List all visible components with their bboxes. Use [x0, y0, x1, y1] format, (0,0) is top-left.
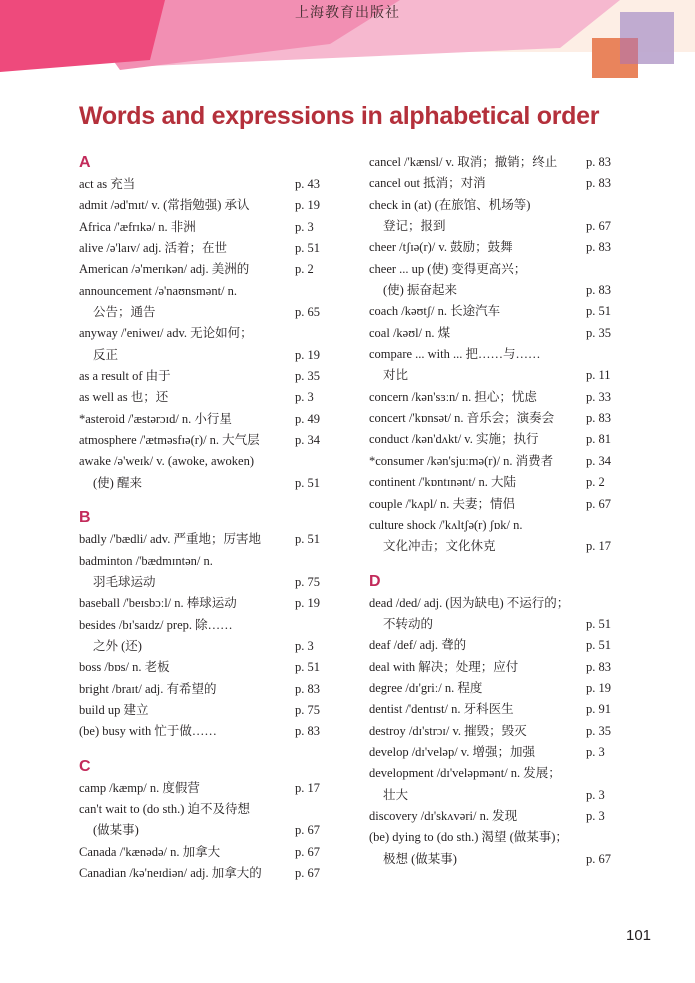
word-entry-text: compare ... with ... 把……与……: [369, 347, 541, 362]
section-letter-c: C: [79, 757, 91, 775]
word-entry-text: *consumer /kən'sjuːmə(r)/ n. 消费者: [369, 453, 554, 468]
word-entry-text: Africa /'æfrɪkə/ n. 非洲: [79, 219, 196, 234]
word-entry-text: 公告；通告: [93, 305, 156, 320]
word-entry-text: alive /ə'laɪv/ adj. 活着；在世: [79, 241, 228, 256]
word-entry-page: p. 49: [295, 411, 320, 426]
word-entry: [369, 195, 617, 216]
word-entry: [369, 593, 617, 614]
section-gap: [79, 494, 325, 507]
word-entry: [79, 345, 325, 366]
word-entry-text: cheer /tʃɪə(r)/ v. 鼓励；鼓舞: [369, 240, 513, 255]
word-entry: [79, 820, 325, 841]
word-entry-text: continent /'kɒntɪnənt/ n. 大陆: [369, 475, 516, 490]
word-entry: [369, 152, 617, 173]
word-entry-text: 之外 (还): [93, 638, 142, 653]
word-entry-page: p. 51: [295, 660, 320, 675]
word-entry-page: p. 83: [295, 724, 320, 739]
word-entry-page: p. 83: [586, 283, 611, 298]
page-number: 101: [626, 927, 652, 944]
word-entry: [369, 387, 617, 408]
word-entry-text: check in (at) (在旅馆、机场等): [369, 197, 531, 212]
word-entry-text: degree /dɪ'griː/ n. 程度: [369, 680, 483, 695]
section-letter-b: B: [79, 509, 91, 527]
word-entry: [369, 536, 617, 557]
word-entry: [369, 344, 617, 365]
word-entry: [79, 366, 325, 387]
word-entry: [369, 849, 617, 870]
word-entry: [369, 678, 617, 699]
word-entry: [369, 173, 617, 194]
word-entry-page: p. 67: [295, 823, 320, 838]
word-entry: [369, 635, 617, 656]
word-entry: [79, 778, 325, 799]
word-entry-text: 对比: [383, 368, 409, 383]
word-entry: [369, 365, 617, 386]
word-entry-text: dentist /'dentɪst/ n. 牙科医生: [369, 702, 514, 717]
word-entry-page: p. 67: [586, 496, 611, 511]
word-entry-page: p. 11: [586, 368, 611, 383]
word-entry-text: couple /'kʌpl/ n. 夫妻；情侣: [369, 496, 515, 511]
word-entry-text: boss /bɒs/ n. 老板: [79, 660, 170, 675]
word-entry: [79, 700, 325, 721]
word-entry-text: 羽毛球运动: [93, 574, 156, 589]
word-entry-text: 反正: [93, 347, 119, 362]
word-entry: [369, 494, 617, 515]
word-entry-text: 壮大: [383, 787, 409, 802]
word-entry-page: p. 83: [586, 240, 611, 255]
word-entry: [79, 842, 325, 863]
word-entry: [79, 721, 325, 742]
word-entry-page: p. 3: [586, 744, 605, 759]
word-entry-page: p. 3: [295, 390, 314, 405]
word-entry-text: concern /kən'sɜːn/ n. 担心；忧虑: [369, 389, 537, 404]
word-entry: [79, 863, 325, 884]
word-entry-page: p. 19: [295, 596, 320, 611]
word-entry: [369, 763, 617, 784]
word-entry-text: deal with 解决；处理；应付: [369, 659, 519, 674]
word-entry-text: conduct /kən'dʌkt/ v. 实施；执行: [369, 432, 539, 447]
word-entry-page: p. 75: [295, 574, 320, 589]
word-entry-text: admit /əd'mɪt/ v. (常指勉强) 承认: [79, 198, 250, 213]
word-entry-text: American /ə'merɪkən/ adj. 美洲的: [79, 262, 250, 277]
word-entry-page: p. 19: [586, 680, 611, 695]
word-entry: [369, 657, 617, 678]
word-entry-text: coal /kəʊl/ n. 煤: [369, 325, 451, 340]
word-entry-text: baseball /'beɪsbɔːl/ n. 棒球运动: [79, 596, 237, 611]
word-entry: [369, 429, 617, 450]
word-entry-text: (使) 振奋起来: [383, 283, 457, 298]
publisher-name: 上海教育出版社: [295, 5, 400, 21]
word-entry-page: p. 2: [586, 475, 605, 490]
word-entry: [79, 551, 325, 572]
word-entry-text: discovery /dɪ'skʌvəri/ n. 发现: [369, 808, 518, 823]
word-entry-page: p. 3: [295, 219, 314, 234]
word-entry: [79, 387, 325, 408]
word-entry-page: p. 83: [295, 681, 320, 696]
word-entry: [79, 302, 325, 323]
word-entry: [79, 657, 325, 678]
word-entry-text: (使) 醒来: [93, 475, 142, 490]
word-entry: [369, 451, 617, 472]
word-entry-page: p. 67: [586, 219, 611, 234]
word-entry-page: p. 51: [586, 616, 611, 631]
word-entry: [369, 827, 617, 848]
word-entry-text: atmosphere /'ætməsfɪə(r)/ n. 大气层: [79, 433, 260, 448]
word-entry-text: anyway /'eniweɪ/ adv. 无论如何；: [79, 326, 253, 341]
word-entry-page: p. 34: [295, 433, 320, 448]
word-entry-text: cheer ... up (使) 变得更高兴；: [369, 261, 527, 276]
page-title: Words and expressions in alphabetical order: [79, 102, 600, 130]
word-entry: [79, 593, 325, 614]
word-list-right-column: [369, 152, 617, 870]
word-entry-text: act as 充当: [79, 177, 136, 191]
word-entry-page: p. 67: [586, 851, 611, 866]
word-entry-page: p. 17: [586, 539, 611, 554]
word-entry: [79, 679, 325, 700]
word-entry: [369, 301, 617, 322]
word-entry: [79, 174, 325, 195]
word-entry-text: 极想 (做某事): [383, 851, 457, 866]
word-entry: [79, 281, 325, 302]
word-entry-page: p. 51: [295, 475, 320, 490]
word-entry-page: p. 51: [586, 638, 611, 653]
word-entry-page: p. 35: [586, 325, 611, 340]
word-entry-page: p. 83: [586, 176, 611, 191]
word-entry-page: p. 35: [295, 369, 320, 384]
word-entry: [369, 472, 617, 493]
word-entry-page: p. 67: [295, 844, 320, 859]
word-entry-page: p. 67: [295, 865, 320, 880]
word-entry-text: development /dɪ'veləpmənt/ n. 发展；: [369, 766, 561, 781]
word-entry: [369, 216, 617, 237]
word-entry-text: (做某事): [93, 823, 139, 838]
word-entry-page: p. 2: [295, 262, 314, 277]
word-entry: [79, 323, 325, 344]
word-entry-text: besides /bɪ'saɪdz/ prep. 除……: [79, 617, 233, 632]
word-entry: [369, 614, 617, 635]
word-entry-text: deaf /def/ adj. 聋的: [369, 638, 467, 653]
word-entry-text: Canada /'kænədə/ n. 加拿大: [79, 844, 221, 859]
word-entry: [79, 529, 325, 550]
header-overlap-block: [620, 38, 638, 64]
word-entry-page: p. 3: [295, 638, 314, 653]
word-entry: [79, 259, 325, 280]
word-entry-text: coach /kəʊtʃ/ n. 长途汽车: [369, 304, 501, 319]
section-gap: [369, 558, 617, 571]
word-entry-page: p. 83: [586, 411, 611, 426]
word-entry: [369, 699, 617, 720]
word-entry: [369, 515, 617, 536]
word-entry-page: p. 19: [295, 347, 320, 362]
word-entry-page: p. 3: [586, 808, 605, 823]
word-entry-text: badly /'bædli/ adv. 严重地；厉害地: [79, 532, 261, 547]
word-entry-text: 文化冲击；文化休克: [383, 539, 496, 554]
word-entry-text: announcement /ə'naʊnsmənt/ n.: [79, 283, 238, 298]
word-entry: [79, 615, 325, 636]
word-entry: [79, 217, 325, 238]
word-entry-text: cancel /'kænsl/ v. 取消；撤销；终止: [369, 155, 558, 169]
word-entry-page: p. 51: [295, 241, 320, 256]
word-entry-page: p. 91: [586, 702, 611, 717]
word-entry-page: p. 19: [295, 198, 320, 213]
word-entry: [369, 721, 617, 742]
word-entry-text: 不转动的: [383, 616, 434, 631]
word-entry-text: cancel out 抵消；对消: [369, 176, 486, 191]
word-entry-text: badminton /'bædmɪntən/ n.: [79, 553, 213, 568]
word-list-left-column: [79, 152, 325, 884]
word-entry-text: culture shock /'kʌltʃə(r) ʃɒk/ n.: [369, 517, 523, 532]
section-letter-a: A: [79, 154, 91, 171]
word-entry-page: p. 83: [586, 155, 611, 169]
word-entry-page: p. 83: [586, 659, 611, 674]
word-entry-page: p. 17: [295, 780, 320, 795]
word-entry-text: as well as 也；还: [79, 390, 169, 405]
word-entry-page: p. 51: [586, 304, 611, 319]
word-entry-text: dead /ded/ adj. (因为缺电) 不运行的；: [369, 595, 570, 610]
word-entry-text: as a result of 由于: [79, 369, 171, 384]
word-entry-text: 登记；报到: [383, 219, 446, 234]
word-entry: [79, 238, 325, 259]
word-entry-page: p. 65: [295, 305, 320, 320]
word-entry-text: develop /dɪ'veləp/ v. 增强；加强: [369, 744, 535, 759]
word-entry: [79, 409, 325, 430]
word-entry-page: p. 75: [295, 702, 320, 717]
word-entry: [369, 280, 617, 301]
word-entry: [369, 806, 617, 827]
word-entry: [369, 408, 617, 429]
word-entry-page: p. 33: [586, 389, 611, 404]
word-entry: [369, 259, 617, 280]
section-gap: [79, 743, 325, 756]
word-entry: [369, 237, 617, 258]
word-entry: [79, 195, 325, 216]
word-entry: [79, 473, 325, 494]
word-entry: [79, 451, 325, 472]
word-entry-page: p. 51: [295, 532, 320, 547]
word-entry-page: p. 35: [586, 723, 611, 738]
word-entry-text: awake /ə'weɪk/ v. (awoke, awoken): [79, 454, 254, 469]
word-entry: [369, 742, 617, 763]
word-entry-page: p. 34: [586, 453, 611, 468]
word-entry-text: Canadian /kə'neɪdiən/ adj. 加拿大的: [79, 865, 262, 880]
word-entry-page: p. 43: [295, 177, 320, 191]
section-letter-d: D: [369, 572, 381, 590]
word-entry-text: (be) busy with 忙于做……: [79, 724, 217, 739]
word-entry-text: can't wait to (do sth.) 迫不及待想: [79, 801, 250, 816]
word-entry-text: *asteroid /'æstərɔɪd/ n. 小行星: [79, 411, 232, 426]
word-entry-text: concert /'kɒnsət/ n. 音乐会；演奏会: [369, 411, 555, 426]
word-entry-text: destroy /dɪ'strɔɪ/ v. 摧毁；毁灭: [369, 723, 527, 738]
word-entry: [79, 636, 325, 657]
word-entry: [369, 323, 617, 344]
word-entry: [79, 799, 325, 820]
word-entry: [79, 430, 325, 451]
word-entry-page: p. 81: [586, 432, 611, 447]
word-entry: [79, 572, 325, 593]
word-entry: [369, 785, 617, 806]
word-entry-text: build up 建立: [79, 702, 149, 717]
word-entry-page: p. 3: [586, 787, 605, 802]
word-entry-text: camp /kæmp/ n. 度假营: [79, 780, 200, 795]
word-entry-text: (be) dying to (do sth.) 渴望 (做某事)；: [369, 830, 568, 845]
word-entry-text: bright /braɪt/ adj. 有希望的: [79, 681, 217, 696]
